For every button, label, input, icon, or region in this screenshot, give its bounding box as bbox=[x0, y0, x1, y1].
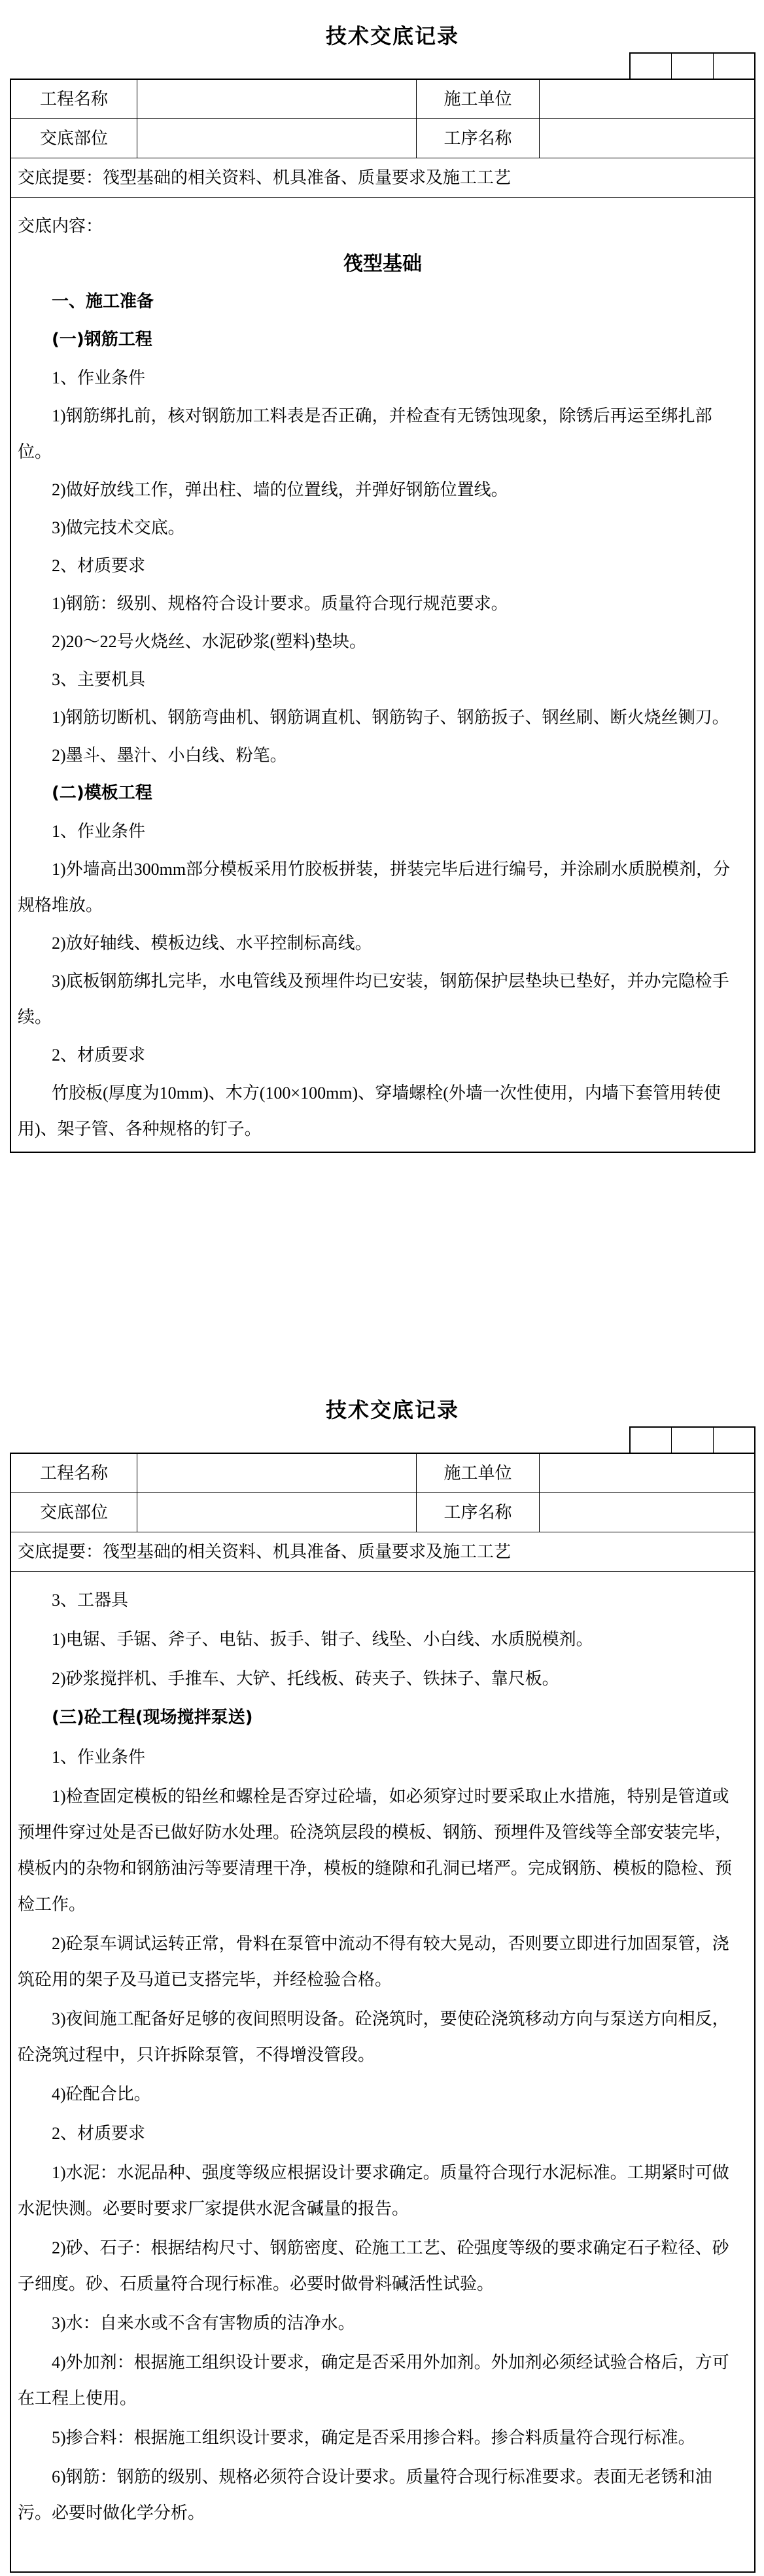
subsection-heading bbox=[18, 322, 748, 358]
record-number-cell bbox=[713, 1428, 754, 1453]
item-heading bbox=[18, 2115, 748, 2151]
content-paragraph bbox=[18, 2459, 748, 2531]
paragraph-line: 5)掺合料：根据施工组织设计要求，确定是否采用掺合料。掺合料质量符合现行标准。 bbox=[52, 2428, 695, 2447]
process-name-label: 工序名称 bbox=[417, 119, 540, 158]
content-paragraph bbox=[18, 2305, 748, 2341]
content-paragraph bbox=[18, 737, 748, 773]
content-paragraph bbox=[18, 2076, 748, 2112]
form-row-summary bbox=[11, 158, 754, 198]
paragraph-line: 在工程上使用。 bbox=[18, 2389, 137, 2408]
content-paragraph bbox=[18, 472, 748, 508]
paragraph-line: 2)墨斗、墨汁、小白线、粉笔。 bbox=[52, 746, 287, 765]
paragraph-line: 用)、架子管、各种规格的钉子。 bbox=[18, 1120, 262, 1138]
record-number-box bbox=[629, 1426, 755, 1453]
paragraph-line: 3)水：自来水或不含有害物质的洁净水。 bbox=[52, 2314, 355, 2333]
item-heading-text: 3、工器具 bbox=[52, 1591, 129, 1610]
paragraph-line: 6)钢筋：钢筋的级别、规格必须符合设计要求。质量符合现行标准要求。表面无老锈和油 bbox=[52, 2467, 712, 2486]
construction-unit-value bbox=[540, 80, 754, 118]
paragraph-line: 水泥快测。必要时要求厂家提供水泥含碱量的报告。 bbox=[18, 2199, 409, 2218]
paragraph-line: 砼浇筑过程中，只许拆除泵管，不得增没管段。 bbox=[18, 2045, 375, 2064]
item-heading-text: 1、作业条件 bbox=[52, 1748, 146, 1767]
paragraph-line: 续。 bbox=[18, 1008, 52, 1027]
item-heading bbox=[18, 548, 748, 584]
project-name-label: 工程名称 bbox=[11, 80, 137, 118]
record-number-cell bbox=[671, 54, 712, 79]
paragraph-line: 1)钢筋切断机、钢筋弯曲机、钢筋调直机、钢筋钩子、钢筋扳子、钢丝刷、断火烧丝铡刀。 bbox=[52, 708, 729, 727]
paragraph-line: 2)砼泵车调试运转正常，骨料在泵管中流动不得有较大晃动，否则要立即进行加固泵管，浇 bbox=[52, 1934, 729, 1953]
content-paragraph bbox=[18, 1926, 748, 1998]
paragraph-line: 1)钢筋：级别、规格符合设计要求。质量符合现行规范要求。 bbox=[52, 594, 508, 613]
section-heading-text: 一、施工准备 bbox=[52, 292, 154, 311]
item-heading bbox=[18, 1739, 748, 1775]
content-paragraph bbox=[18, 1778, 748, 1922]
paragraph-line: 预埋件穿过处是否已做好防水处理。砼浇筑层段的模板、钢筋、预埋件及管线等全部安装完毕， bbox=[18, 1823, 733, 1842]
subsection-heading-text: (三)砼工程(现场搅拌泵送) bbox=[52, 1708, 253, 1727]
form-row-project bbox=[11, 1454, 754, 1493]
paragraph-line: 2)20～22号火烧丝、水泥砂浆(塑料)垫块。 bbox=[52, 632, 366, 651]
content-paragraph bbox=[18, 2344, 748, 2416]
paragraph-line: 1)电锯、手锯、斧子、电钻、扳手、钳子、线坠、小白线、水质脱模剂。 bbox=[52, 1630, 593, 1649]
paragraph-line: 3)做完技术交底。 bbox=[52, 518, 185, 537]
item-heading-text: 2、材质要求 bbox=[52, 2124, 146, 2143]
disclosure-summary bbox=[11, 158, 754, 197]
construction-unit-label: 施工单位 bbox=[417, 80, 540, 118]
paragraph-line: 3)底板钢筋绑扎完毕，水电管线及预埋件均已安装，钢筋保护层垫块已垫好，并办完隐检手 bbox=[52, 972, 729, 991]
item-heading bbox=[18, 360, 748, 396]
disclosure-form bbox=[10, 1453, 755, 2573]
content-paragraph bbox=[18, 510, 748, 546]
construction-unit-value bbox=[540, 1454, 754, 1492]
content-paragraph bbox=[18, 2001, 748, 2073]
subsection-heading-text: (一)钢筋工程 bbox=[52, 330, 152, 349]
summary-text: 筏型基础的相关资料、机具准备、质量要求及施工工艺 bbox=[103, 168, 512, 187]
paragraph-line: 2)做好放线工作，弹出柱、墙的位置线，并弹好钢筋位置线。 bbox=[52, 480, 508, 499]
disclosure-location-label: 交底部位 bbox=[11, 119, 137, 158]
content-paragraph bbox=[18, 963, 748, 1035]
paragraph-line: 模板内的杂物和钢筋油污等要清理干净，模板的缝隙和孔洞已堵严。完成钢筋、模板的隐检、预 bbox=[18, 1859, 733, 1878]
disclosure-summary bbox=[11, 1532, 754, 1571]
record-number-cell bbox=[671, 1428, 712, 1453]
document-page-2 bbox=[0, 1374, 764, 2576]
paragraph-line: 1)检查固定模板的铅丝和螺栓是否穿过砼墙，如必须穿过时要采取止水措施，特别是管道或 bbox=[52, 1787, 729, 1806]
content-paragraph bbox=[18, 699, 748, 735]
construction-unit-label: 施工单位 bbox=[417, 1454, 540, 1492]
subsection-heading-text: (二)模板工程 bbox=[52, 783, 152, 803]
item-heading bbox=[18, 662, 748, 697]
paragraph-line: 筑砼用的架子及马道已支搭完毕，并经检验合格。 bbox=[18, 1970, 392, 1989]
disclosure-location-label: 交底部位 bbox=[11, 1493, 137, 1532]
paragraph-line: 位。 bbox=[18, 442, 52, 461]
content-label-text: 交底内容： bbox=[18, 217, 103, 236]
record-number-cell bbox=[631, 1428, 671, 1453]
paragraph-line: 3)夜间施工配备好足够的夜间照明设备。砼浇筑时，要使砼浇筑移动方向与泵送方向相反， bbox=[52, 2009, 729, 2028]
paragraph-line: 4)外加剂：根据施工组织设计要求，确定是否采用外加剂。外加剂必须经试验合格后，方可 bbox=[52, 2353, 729, 2372]
subsection-heading bbox=[18, 1700, 748, 1736]
disclosure-location-value bbox=[137, 119, 417, 158]
item-heading-text: 1、作业条件 bbox=[52, 822, 146, 841]
disclosure-form bbox=[10, 79, 755, 1153]
item-heading bbox=[18, 1582, 748, 1618]
form-row-summary bbox=[11, 1532, 754, 1572]
document-title: 技术交底记录 bbox=[325, 1398, 459, 1422]
process-name-value bbox=[540, 119, 754, 158]
content-label bbox=[18, 208, 748, 244]
item-heading-text: 1、作业条件 bbox=[52, 368, 146, 387]
record-number-cell bbox=[631, 54, 671, 79]
paragraph-line: 4)砼配合比。 bbox=[52, 2085, 151, 2104]
paragraph-line: 1)外墙高出300mm部分模板采用竹胶板拼装，拼装完毕后进行编号，并涂刷水质脱模剂，分 bbox=[52, 860, 731, 879]
content-paragraph bbox=[18, 2230, 748, 2302]
section-heading bbox=[18, 284, 748, 320]
project-name-value bbox=[137, 1454, 417, 1492]
disclosure-location-value bbox=[137, 1493, 417, 1532]
disclosure-content bbox=[11, 198, 754, 1152]
content-paragraph bbox=[18, 624, 748, 660]
content-paragraph bbox=[18, 851, 748, 923]
document-title: 技术交底记录 bbox=[325, 24, 459, 48]
form-row-location bbox=[11, 1493, 754, 1532]
content-paragraph bbox=[18, 1075, 748, 1147]
content-paragraph bbox=[18, 925, 748, 961]
process-name-label: 工序名称 bbox=[417, 1493, 540, 1532]
record-number-cell bbox=[713, 54, 754, 79]
process-name-value bbox=[540, 1493, 754, 1532]
subsection-heading bbox=[18, 775, 748, 811]
paragraph-line: 竹胶板(厚度为10mm)、木方(100×100mm)、穿墙螺栓(外墙一次性使用，内墙下套管用转使 bbox=[52, 1084, 721, 1103]
paragraph-line: 2)砂、石子：根据结构尺寸、钢筋密度、砼施工工艺、砼强度等级的要求确定石子粒径、砂 bbox=[52, 2238, 729, 2257]
paragraph-line: 1)钢筋绑扎前，核对钢筋加工料表是否正确，并检查有无锈蚀现象，除锈后再运至绑扎部 bbox=[52, 406, 712, 425]
form-row-location bbox=[11, 119, 754, 158]
content-paragraph bbox=[18, 586, 748, 622]
content-title bbox=[18, 246, 748, 282]
summary-label: 交底提要： bbox=[18, 168, 103, 187]
content-paragraph bbox=[18, 2420, 748, 2456]
summary-text: 筏型基础的相关资料、机具准备、质量要求及施工工艺 bbox=[103, 1542, 512, 1561]
project-name-label: 工程名称 bbox=[11, 1454, 137, 1492]
disclosure-content bbox=[11, 1572, 754, 2571]
paragraph-line: 检工作。 bbox=[18, 1895, 86, 1914]
paragraph-line: 2)砂浆搅拌机、手推车、大铲、托线板、砖夹子、铁抹子、靠尺板。 bbox=[52, 1669, 559, 1688]
item-heading-text: 2、材质要求 bbox=[52, 556, 146, 575]
item-heading-text: 2、材质要求 bbox=[52, 1046, 146, 1065]
content-paragraph bbox=[18, 1661, 748, 1697]
content-paragraph bbox=[18, 1621, 748, 1657]
paragraph-line: 子细度。砂、石质量符合现行标准。必要时做骨料碱活性试验。 bbox=[18, 2274, 495, 2293]
record-number-box bbox=[629, 52, 755, 79]
summary-label: 交底提要： bbox=[18, 1542, 103, 1561]
item-heading-text: 3、主要机具 bbox=[52, 670, 146, 689]
paragraph-line: 规格堆放。 bbox=[18, 896, 103, 915]
content-paragraph bbox=[18, 2155, 748, 2227]
paragraph-line: 2)放好轴线、模板边线、水平控制标高线。 bbox=[52, 934, 372, 953]
content-paragraph bbox=[18, 398, 748, 470]
item-heading bbox=[18, 813, 748, 849]
project-name-value bbox=[137, 80, 417, 118]
content-title-text: 筏型基础 bbox=[343, 253, 422, 275]
paragraph-line: 污。必要时做化学分析。 bbox=[18, 2503, 205, 2522]
form-row-project bbox=[11, 80, 754, 119]
paragraph-line: 1)水泥：水泥品种、强度等级应根据设计要求确定。质量符合现行水泥标准。工期紧时可做 bbox=[52, 2163, 729, 2182]
item-heading bbox=[18, 1037, 748, 1073]
